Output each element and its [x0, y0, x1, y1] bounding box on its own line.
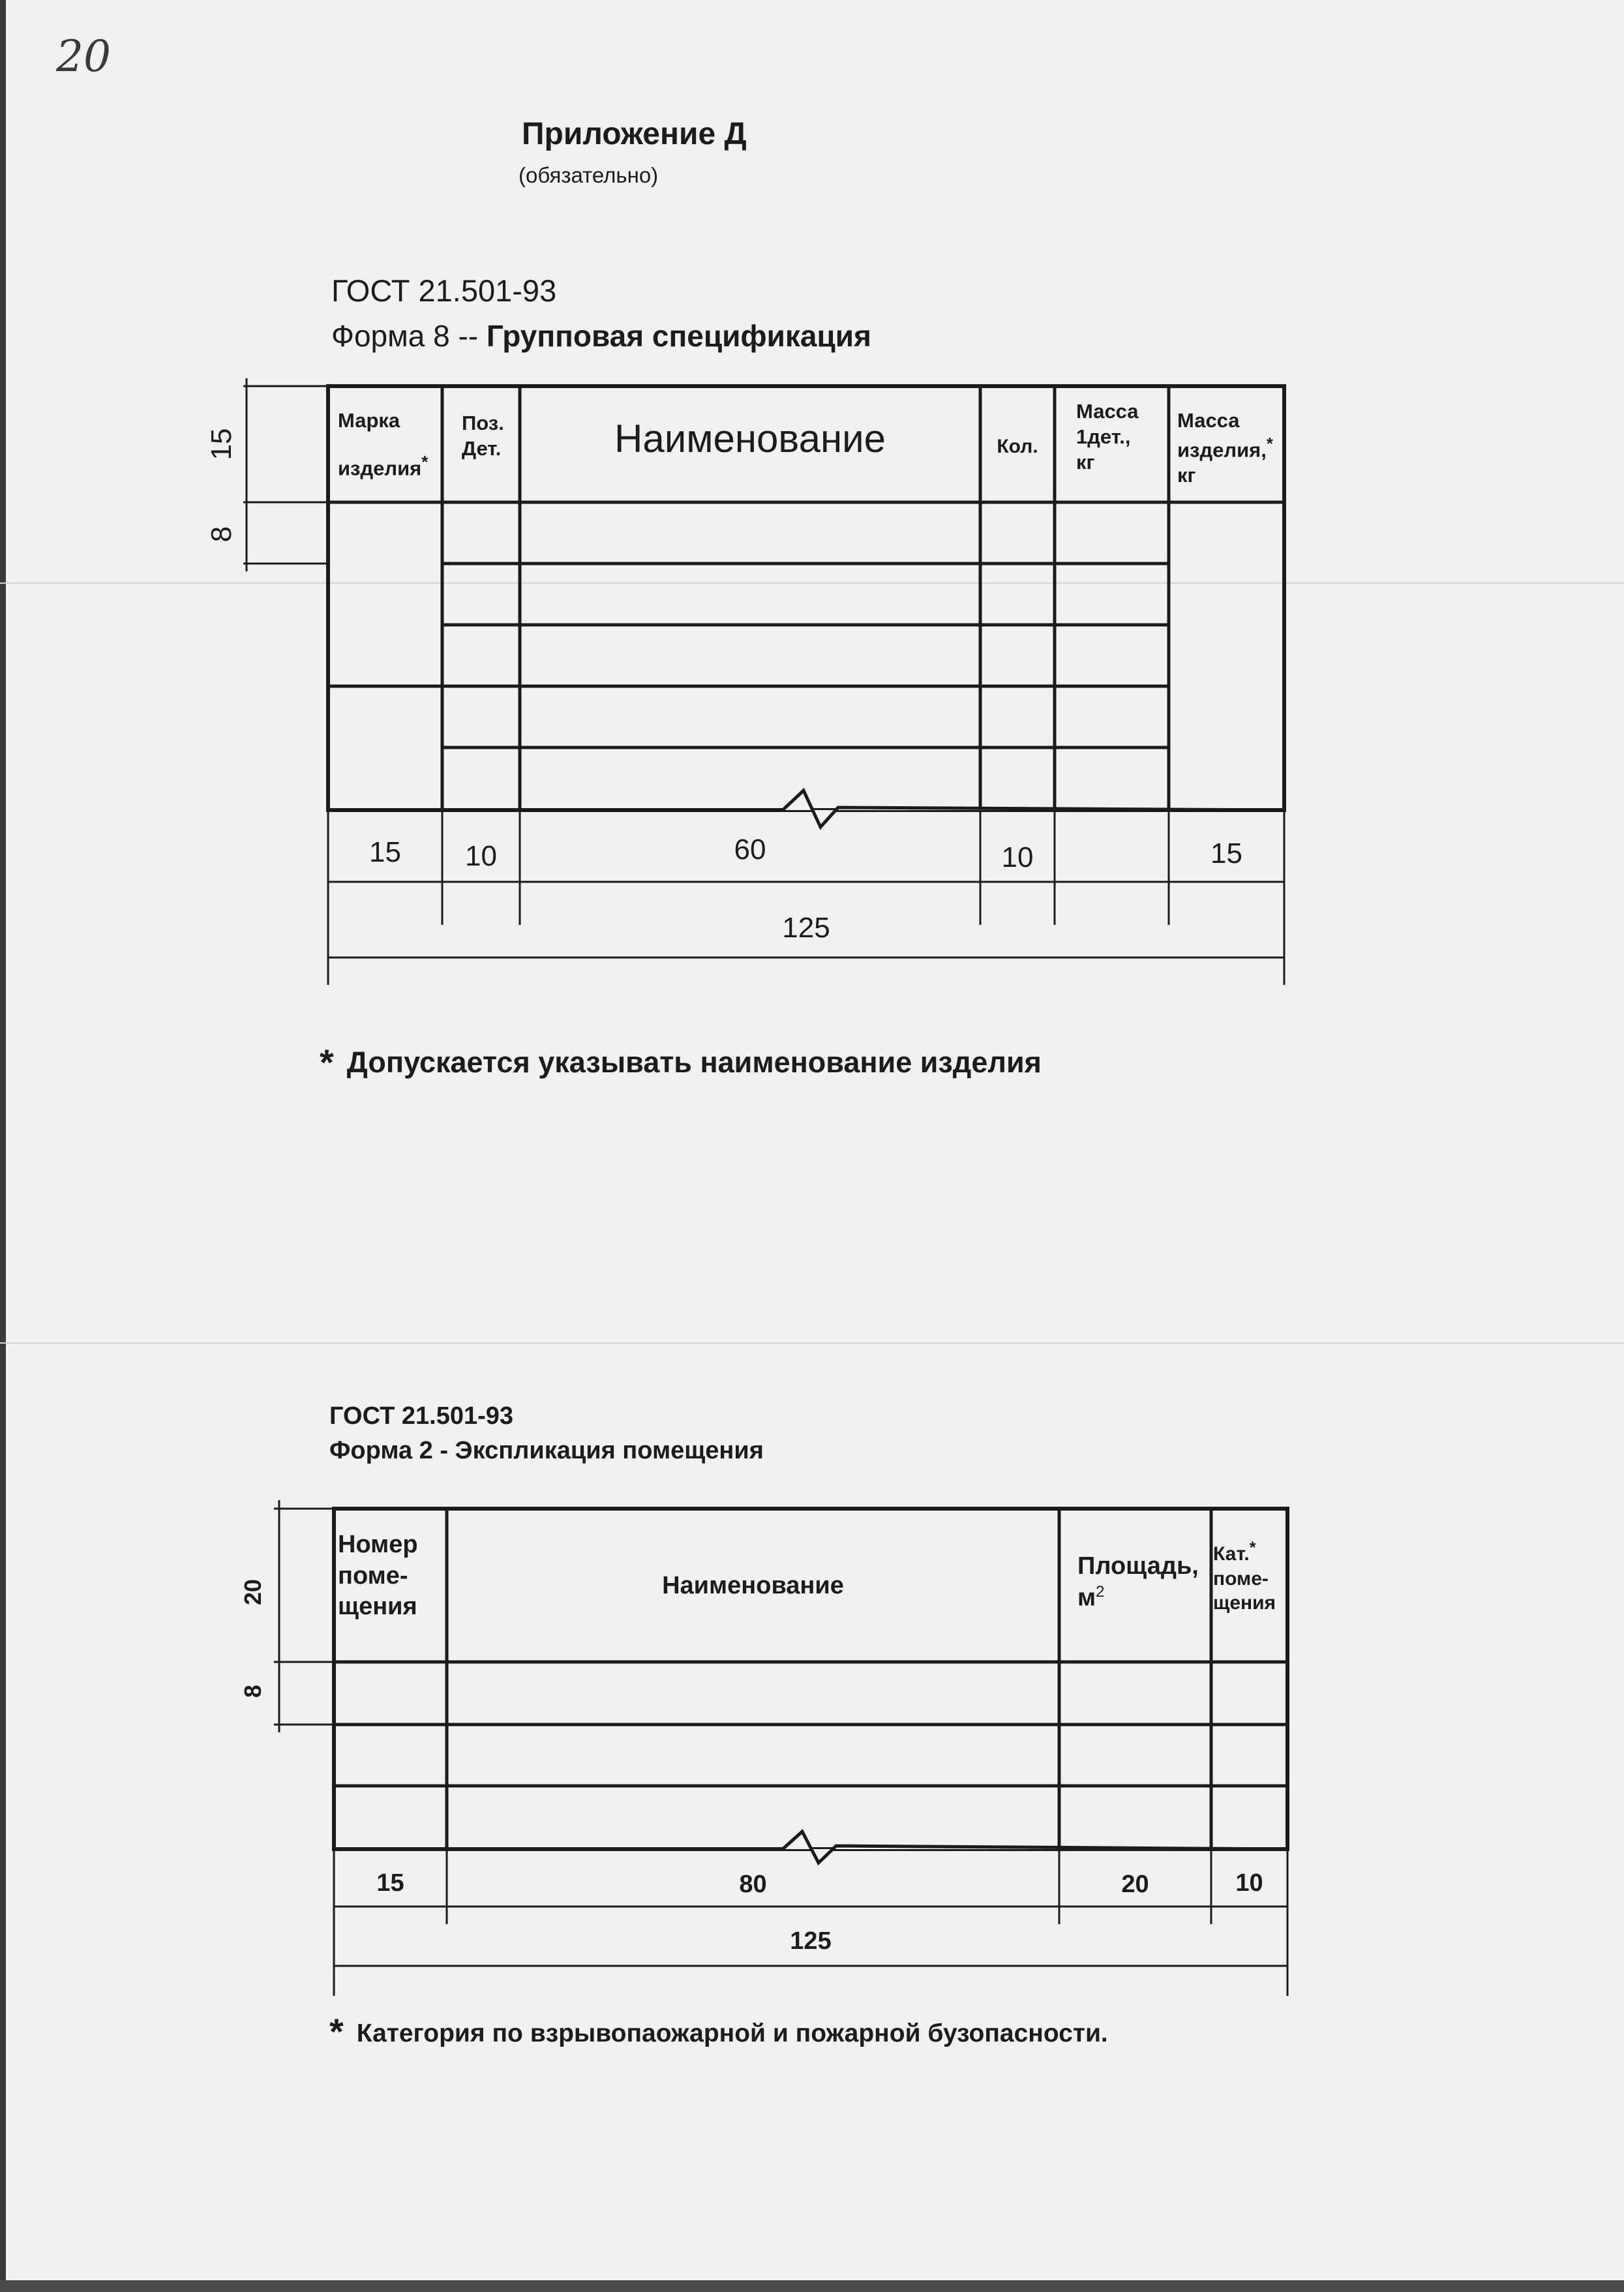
col-width: 10 — [465, 840, 497, 872]
header-name: Наименование — [614, 417, 886, 460]
col-width: 15 — [369, 836, 401, 868]
col-width: 60 — [734, 834, 766, 866]
header-quantity: Кол. — [997, 436, 1038, 457]
appendix-status: (обязательно) — [519, 163, 659, 187]
room-total-width: 125 — [790, 1927, 832, 1955]
spec-gost-code: ГОСТ 21.501-93 — [331, 273, 557, 308]
room-footnote: * Категория по взрывопаожарной и пожарной бузопасности. — [329, 2011, 1108, 2052]
header-category: Кат.* поме- щения — [1213, 1539, 1276, 1614]
room-row-height-body: 8 — [239, 1684, 266, 1698]
header-mark: Марка изделия* — [338, 409, 429, 480]
room-row-height-header: 20 — [239, 1578, 266, 1606]
col-width: 15 — [1210, 837, 1242, 869]
header-room-name: Наименование — [662, 1572, 844, 1599]
handwritten-page-number: 20 — [56, 31, 111, 82]
header-area: Площадь, $м^2$ — [1077, 1552, 1199, 1612]
header-position: Поз. Дет. — [462, 412, 504, 460]
room-col-width: 20 — [1121, 1871, 1149, 1898]
appendix-title: Приложение Д — [522, 117, 747, 151]
room-col-width: 15 — [376, 1869, 404, 1897]
spec-form-name: Групповая спецификация — [486, 319, 871, 353]
room-form-title: Форма 2 - Экспликация помещения — [329, 1437, 764, 1464]
room-col-width: 10 — [1235, 1869, 1263, 1897]
header-room-number: Номер поме- щения — [338, 1531, 418, 1620]
room-col-width: 80 — [739, 1871, 767, 1898]
header-mass-part: Масса 1дет., кг — [1076, 400, 1139, 474]
total-width: 125 — [782, 912, 830, 944]
spec-form-prefix: Форма 8 -- — [331, 319, 479, 353]
header-mass-product: Масса изделия,* кг — [1177, 409, 1273, 487]
row-height-body: 8 — [205, 526, 237, 543]
spec-footnote: * Допускается указывать наименование изделия — [320, 1042, 1042, 1083]
row-height-header: 15 — [205, 428, 237, 460]
room-gost-code: ГОСТ 21.501-93 — [329, 1402, 514, 1430]
col-width: 10 — [1001, 841, 1034, 873]
